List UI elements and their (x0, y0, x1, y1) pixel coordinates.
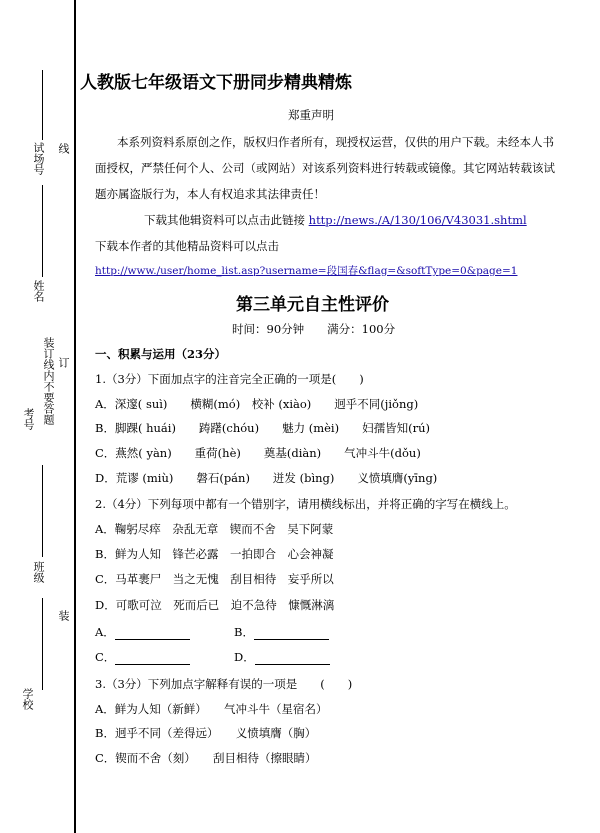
author-row (95, 263, 517, 278)
q2-option-d: D．可歌可泣 死而后已 迫不急待 慷慨淋漓 (95, 598, 335, 612)
q2-answer-d (234, 649, 330, 665)
notice-line-3: 题亦属盗版行为，本人有权追求其法律责任！ (95, 187, 325, 201)
download-link[interactable]: http://news./A/130/106/V43031.shtml (308, 213, 527, 227)
q1-stem: 1.（3分）下面加点字的注音完全正确的一项是( ) (95, 372, 364, 386)
q2-answer-a-label: A． (95, 625, 115, 639)
download-prefix: 下载其他辑资料可以点击此链接 (144, 213, 305, 227)
notice-heading: 郑重声明 (288, 108, 334, 122)
q2-answer-b-label: B． (234, 625, 254, 639)
name-blank (42, 185, 43, 277)
q2-answer-a (95, 624, 190, 640)
notice-line-2: 面授权，严禁任何个人、公司（或网站）对该系列资料进行转载或镜像。其它网站转载该试 (95, 161, 555, 175)
q2-answer-c (95, 649, 190, 665)
exam-room-label: 试场号 (32, 142, 45, 175)
q2-answer-c-blank[interactable] (115, 654, 190, 665)
section-1-heading: 一、积累与运用（23分） (95, 347, 227, 361)
q1-option-d: D．荒谬 (miù) 磐石(pán) 迸发 (bìng) 义愤填膺(yīng) (95, 471, 438, 485)
exam-meta: 时间：90分钟 满分：100分 (232, 322, 396, 336)
q2-stem: 2.（4分）下列每项中都有一个错别字，请用横线标出，并将正确的字写在横线上。 (95, 497, 516, 511)
q3-option-b: B．迥乎不同（差得远） 义愤填膺（胸） (95, 726, 317, 740)
q2-option-a: A．鞠躬尽瘁 杂乱无章 锲而不舍 吴下阿蒙 (95, 522, 334, 536)
author-prefix: 下载本作者的其他精品资料可以点击 (95, 239, 279, 253)
q2-answer-a-blank[interactable] (115, 629, 190, 640)
school-blank (42, 598, 43, 690)
q3-option-a: A．鲜为人知（新鲜） 气冲斗牛（星宿名） (95, 702, 328, 716)
name-label: 姓名 (32, 280, 45, 302)
author-link[interactable]: http://www./user/home_list.asp?username=段国春&flag=&softType=0&page=1 (95, 265, 518, 277)
q1-option-a: A．深邃( suì) 横糊(mó) 校补 (xiào) 迥乎不同(jiǒng) (95, 397, 419, 411)
q3-option-c: C．锲而不舍（刻） 刮目相待（擦眼睛） (95, 751, 317, 765)
download-row (144, 212, 527, 228)
exam-title: 第三单元自主性评价 (236, 295, 389, 315)
q1-option-b: B．脚踝( huái) 踌躇(chóu) 魅力 (mèi) 妇孺皆知(rú) (95, 421, 430, 435)
exam-room-blank (42, 70, 43, 140)
binding-mark-zhuang: 装 (57, 610, 70, 621)
q1-option-c: C．燕然( yàn) 重荷(hè) 奠基(diàn) 气冲斗牛(dǒu) (95, 446, 421, 460)
binding-line (74, 0, 76, 833)
q2-answer-b (234, 624, 329, 640)
q2-answer-d-label: D． (234, 650, 255, 664)
document-title: 人教版七年级语文下册同步精典精炼 (80, 73, 352, 93)
q2-answer-b-blank[interactable] (254, 629, 329, 640)
notice-line-1: 本系列资料系原创之作，版权归作者所有，现授权运营，仅供的用户下载。未经本人书 (117, 135, 554, 149)
class-blank (42, 465, 43, 557)
binding-mark-ding: 订 (57, 357, 70, 368)
q3-stem: 3.（3分）下列加点字解释有误的一项是 ( ) (95, 677, 353, 691)
class-label: 班级 (32, 561, 45, 583)
q2-answer-d-blank[interactable] (255, 654, 330, 665)
binding-mark-line: 线 (57, 143, 70, 154)
q2-option-b: B．鲜为人知 锋芒必露 一拍即合 心会神凝 (95, 547, 334, 561)
exam-number-label: 考号 (22, 408, 35, 430)
q2-answer-c-label: C． (95, 650, 116, 664)
school-label: 学校 (21, 688, 34, 710)
q2-option-c: C．马革裹尸 当之无愧 刮目相待 妄乎所以 (95, 572, 334, 586)
no-answer-notice: 装订线内不要答题 (42, 337, 55, 425)
